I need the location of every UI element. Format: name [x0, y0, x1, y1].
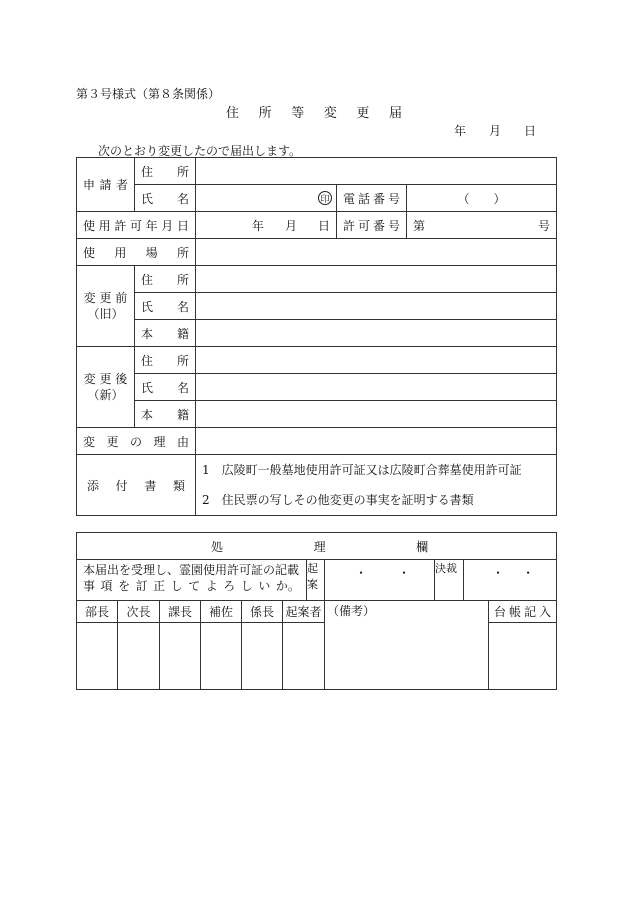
- stamp-box[interactable]: [160, 623, 201, 690]
- after-label-text: 変 更 後: [83, 372, 128, 386]
- ledger-entry-box[interactable]: [489, 623, 557, 690]
- label-char: 台: [494, 605, 507, 619]
- phone-value: （ ）: [457, 191, 506, 206]
- applicant-name-field[interactable]: [196, 185, 337, 212]
- reason-label: [77, 428, 196, 455]
- statement-char: か。: [275, 579, 300, 593]
- label-char: 所: [176, 272, 189, 287]
- label-char: 番: [372, 218, 385, 233]
- date-char: 日: [317, 218, 330, 233]
- applicant-address-label: [135, 158, 196, 185]
- statement-char: ろ: [223, 579, 236, 593]
- seal-mark: 印: [318, 191, 332, 205]
- before-address-field[interactable]: [196, 266, 557, 293]
- form-title: [226, 102, 402, 121]
- stamp-box[interactable]: [118, 623, 160, 690]
- label-char: 書: [144, 478, 157, 493]
- label-char: 本: [141, 326, 154, 341]
- date-char: 日: [523, 124, 536, 138]
- role-label: 起案者: [283, 601, 325, 623]
- statement-char: て: [188, 579, 201, 593]
- phone-field[interactable]: [407, 185, 557, 212]
- label-char: 所: [176, 164, 189, 179]
- role-label: 係長: [242, 601, 283, 623]
- title-char: 更: [356, 106, 370, 121]
- date-dot: ・: [492, 566, 505, 580]
- drafted-label-text: 起案: [307, 562, 318, 591]
- label-char: 可: [129, 218, 142, 233]
- label-char: 住: [141, 164, 154, 179]
- statement-char: 項: [100, 579, 113, 593]
- statement-char: し: [170, 579, 183, 593]
- role-label: 部長: [77, 601, 118, 623]
- reason-field[interactable]: [196, 428, 557, 455]
- after-domicile-field[interactable]: [196, 401, 557, 428]
- label-char: の: [129, 434, 142, 449]
- label-char: 申: [83, 178, 96, 192]
- label-char: 由: [176, 434, 189, 449]
- after-address-field[interactable]: [196, 347, 557, 374]
- role-label: 補佐: [201, 601, 242, 623]
- statement-char: い: [258, 579, 271, 593]
- before-label-sub: （旧）: [87, 307, 124, 321]
- phone-label: [337, 185, 407, 212]
- processing-table: [76, 532, 557, 690]
- label-char: 入: [539, 605, 552, 619]
- role-label: 課長: [160, 601, 201, 623]
- title-char: 届: [388, 106, 402, 121]
- after-row-label: [135, 374, 196, 401]
- intro-text: 次のとおり変更したので届出します。: [98, 144, 302, 158]
- label-char: 氏: [141, 380, 154, 395]
- date-dot: ・: [522, 566, 535, 580]
- label-char: 可: [357, 218, 370, 233]
- before-label: [77, 266, 135, 347]
- before-row-label: [135, 320, 196, 347]
- label-char: 許: [114, 218, 127, 233]
- stamp-box[interactable]: [77, 623, 118, 690]
- attachment-item: 1 広陵町一般墓地使用許可証又は広陵町合葬墓使用許可証: [202, 463, 522, 477]
- permit-number-prefix: 第: [413, 218, 426, 233]
- stamp-box[interactable]: [201, 623, 242, 690]
- label-char: 理: [153, 434, 166, 449]
- attachment-item: 2 住民票の写しその他変更の事実を証明する書類: [202, 493, 474, 507]
- location-label: [77, 239, 196, 266]
- date-char: 年: [454, 124, 467, 138]
- date-char: 年: [252, 218, 265, 233]
- header-char: 処: [211, 539, 224, 554]
- statement-char: 訂: [135, 579, 148, 593]
- title-char: 住: [226, 106, 240, 121]
- label-char: 月: [161, 218, 174, 233]
- label-char: 使: [83, 245, 96, 260]
- approved-date-field[interactable]: [464, 560, 557, 601]
- processing-header: [77, 533, 557, 560]
- label-char: 名: [176, 191, 189, 206]
- title-char: 変: [323, 106, 337, 121]
- applicant-address-field[interactable]: [196, 158, 557, 185]
- date-char: 月: [488, 124, 501, 138]
- statement-char: 正: [153, 579, 166, 593]
- label-char: 日: [176, 218, 189, 233]
- label-char: 帳: [509, 605, 522, 619]
- label-char: 場: [145, 245, 158, 260]
- date-dot: ・: [397, 566, 410, 580]
- attachments-list: [196, 455, 557, 516]
- label-char: 請: [99, 178, 112, 192]
- label-char: 所: [176, 245, 189, 260]
- header-char: 欄: [416, 539, 429, 554]
- after-row-label: [135, 401, 196, 428]
- after-name-field[interactable]: [196, 374, 557, 401]
- before-name-field[interactable]: [196, 293, 557, 320]
- stamp-box[interactable]: [242, 623, 283, 690]
- label-char: 氏: [141, 299, 154, 314]
- after-label-sub: （新）: [87, 388, 124, 402]
- statement-char: し: [240, 579, 253, 593]
- submission-date: [454, 122, 536, 139]
- label-char: 者: [115, 178, 128, 192]
- before-domicile-field[interactable]: [196, 320, 557, 347]
- after-row-label: [135, 347, 196, 374]
- ledger-label: [489, 601, 557, 623]
- before-label-text: 変 更 前: [83, 291, 128, 305]
- label-char: 話: [357, 191, 370, 206]
- permit-date-field[interactable]: [196, 212, 337, 239]
- label-char: 番: [372, 191, 385, 206]
- label-char: 類: [172, 478, 185, 493]
- label-char: 添: [87, 478, 100, 493]
- title-char: 所: [258, 106, 272, 121]
- label-char: 氏: [141, 191, 154, 206]
- drafted-date-field[interactable]: [325, 560, 435, 601]
- approved-label: [435, 560, 464, 601]
- statement-line-2: [83, 578, 300, 594]
- drafted-label: [307, 560, 325, 601]
- label-char: 名: [176, 380, 189, 395]
- label-char: 用: [114, 245, 127, 260]
- role-label: 次長: [118, 601, 160, 623]
- remarks-label: （備考）: [327, 604, 376, 618]
- label-char: 年: [145, 218, 158, 233]
- attachments-label: [77, 455, 196, 516]
- label-char: 本: [141, 407, 154, 422]
- before-row-label: [135, 266, 196, 293]
- label-char: 変: [83, 434, 96, 449]
- date-dot: ・: [355, 566, 368, 580]
- label-char: 用: [98, 218, 111, 233]
- applicant-name-label: [135, 185, 196, 212]
- permit-number-field[interactable]: [407, 212, 557, 239]
- label-char: 住: [141, 272, 154, 287]
- title-char: 等: [291, 106, 305, 121]
- label-char: 記: [524, 605, 537, 619]
- permit-number-suffix: 号: [538, 218, 551, 233]
- label-char: 籍: [176, 326, 189, 341]
- label-char: 住: [141, 353, 154, 368]
- date-char: 月: [284, 218, 297, 233]
- label-char: 所: [176, 353, 189, 368]
- permit-date-label: [77, 212, 196, 239]
- label-char: 許: [343, 218, 356, 233]
- processing-statement: [77, 560, 307, 601]
- label-char: 号: [387, 218, 400, 233]
- label-char: 名: [176, 299, 189, 314]
- after-label: [77, 347, 135, 428]
- location-field[interactable]: [196, 239, 557, 266]
- label-char: 籍: [176, 407, 189, 422]
- form-number: 第３号様式（第８条関係）: [76, 87, 221, 101]
- stamp-box[interactable]: [283, 623, 325, 690]
- statement-char: 事: [83, 579, 96, 593]
- remarks-field[interactable]: [325, 601, 489, 690]
- applicant-label: [77, 158, 135, 212]
- label-char: 号: [387, 191, 400, 206]
- before-row-label: [135, 293, 196, 320]
- statement-char: を: [118, 579, 131, 593]
- label-char: 更: [106, 434, 119, 449]
- label-char: 付: [115, 478, 128, 493]
- label-char: 電: [343, 191, 356, 206]
- permit-number-label: [337, 212, 407, 239]
- label-char: 使: [83, 218, 96, 233]
- application-form-table: [76, 157, 557, 516]
- statement-char: よ: [205, 579, 218, 593]
- statement-line-1: 本届出を受理し、霊園使用許可証の記載: [83, 563, 300, 577]
- header-char: 理: [313, 539, 326, 554]
- approved-label-text: 決裁: [435, 562, 457, 575]
